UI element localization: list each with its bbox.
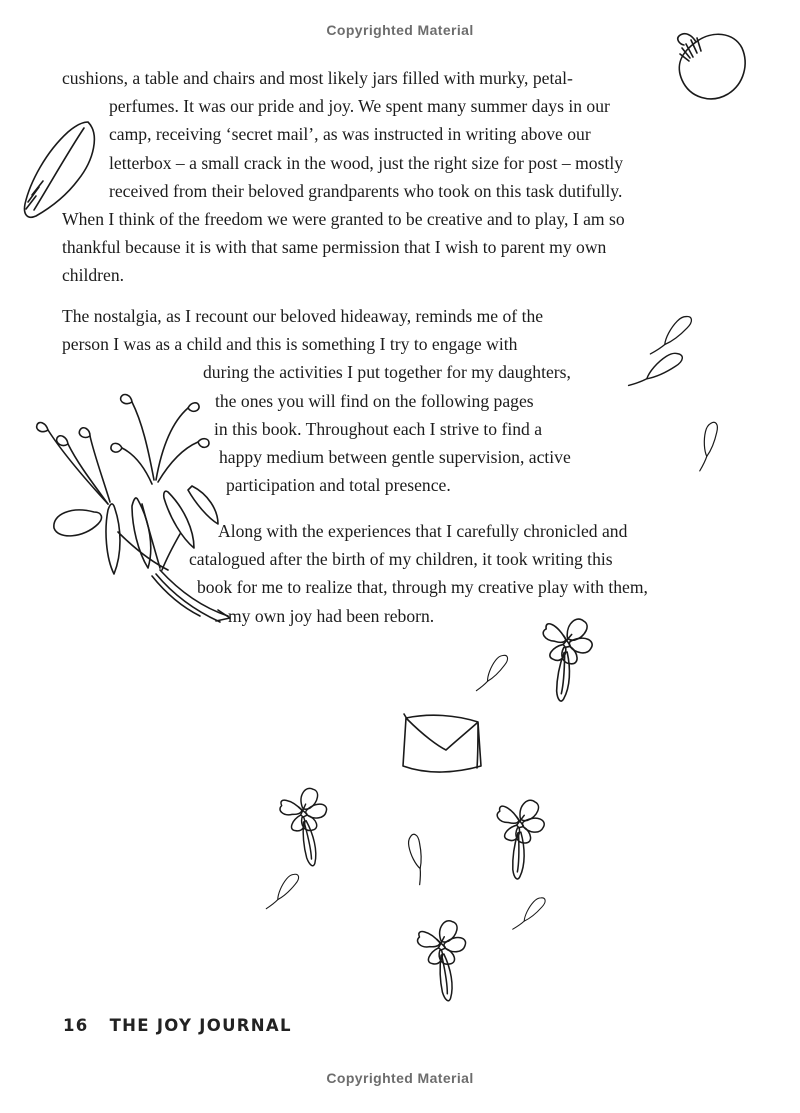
text-line: The nostalgia, as I recount our beloved hideaway, reminds me of the	[62, 306, 544, 326]
copyright-notice-top: Copyrighted Material	[326, 22, 474, 38]
copyright-notice-bottom: Copyrighted Material	[326, 1070, 474, 1086]
paragraph-1	[62, 64, 752, 290]
text-line: When I think of the freedom we were granted to be creative and to play, I am so	[62, 209, 625, 230]
violet-flower-icon	[416, 919, 470, 1002]
text-line: children.	[62, 265, 125, 286]
text-line: book for me to realize that, through my creative play with them,	[197, 577, 648, 598]
text-line: during the activities I put together for my daughters,	[203, 362, 571, 383]
text-line: received from their beloved grandparents who took on this task dutifully.	[109, 180, 623, 201]
text-line: perfumes. It was our pride and joy. We spent many summer days in our	[109, 96, 610, 117]
violet-flower-icon	[492, 797, 546, 880]
envelope-sketch	[403, 714, 481, 772]
falling-petal-icon	[513, 893, 547, 936]
text-line: Along with the experiences that I carefully chronicled and	[218, 521, 628, 541]
text-line: person I was as a child and this is something I try to engage with	[62, 334, 518, 355]
text-line: thankful because it is with that same permission that I wish to parent my own	[62, 237, 607, 258]
violet-flower-icon	[278, 786, 334, 869]
text-line: catalogued after the birth of my children, it took writing this	[189, 549, 613, 570]
text-line: the ones you will find on the following pages	[215, 390, 534, 411]
text-line: camp, receiving ‘secret mail’, as was instructed in writing above our	[109, 124, 591, 145]
paragraph-2	[62, 302, 752, 499]
text-line: happy medium between gentle supervision, active	[219, 447, 571, 468]
text-line: in this book. Throughout each I strive to find a	[214, 418, 543, 439]
page-footer	[63, 1016, 292, 1035]
paragraph-3	[62, 517, 752, 630]
text-line: my own joy had been reborn.	[228, 605, 435, 626]
falling-petal-icon	[403, 833, 434, 884]
text-line: cushions, a table and chairs and most likely jars filled with murky, petal-	[62, 68, 573, 88]
text-line: participation and total presence.	[226, 475, 451, 496]
page-number: 16	[63, 1016, 89, 1035]
falling-petal-icon	[476, 651, 509, 697]
falling-petal-icon	[266, 870, 300, 915]
book-title: THE JOY JOURNAL	[109, 1016, 292, 1035]
text-line: letterbox – a small crack in the wood, just the right size for post – mostly	[109, 152, 624, 173]
